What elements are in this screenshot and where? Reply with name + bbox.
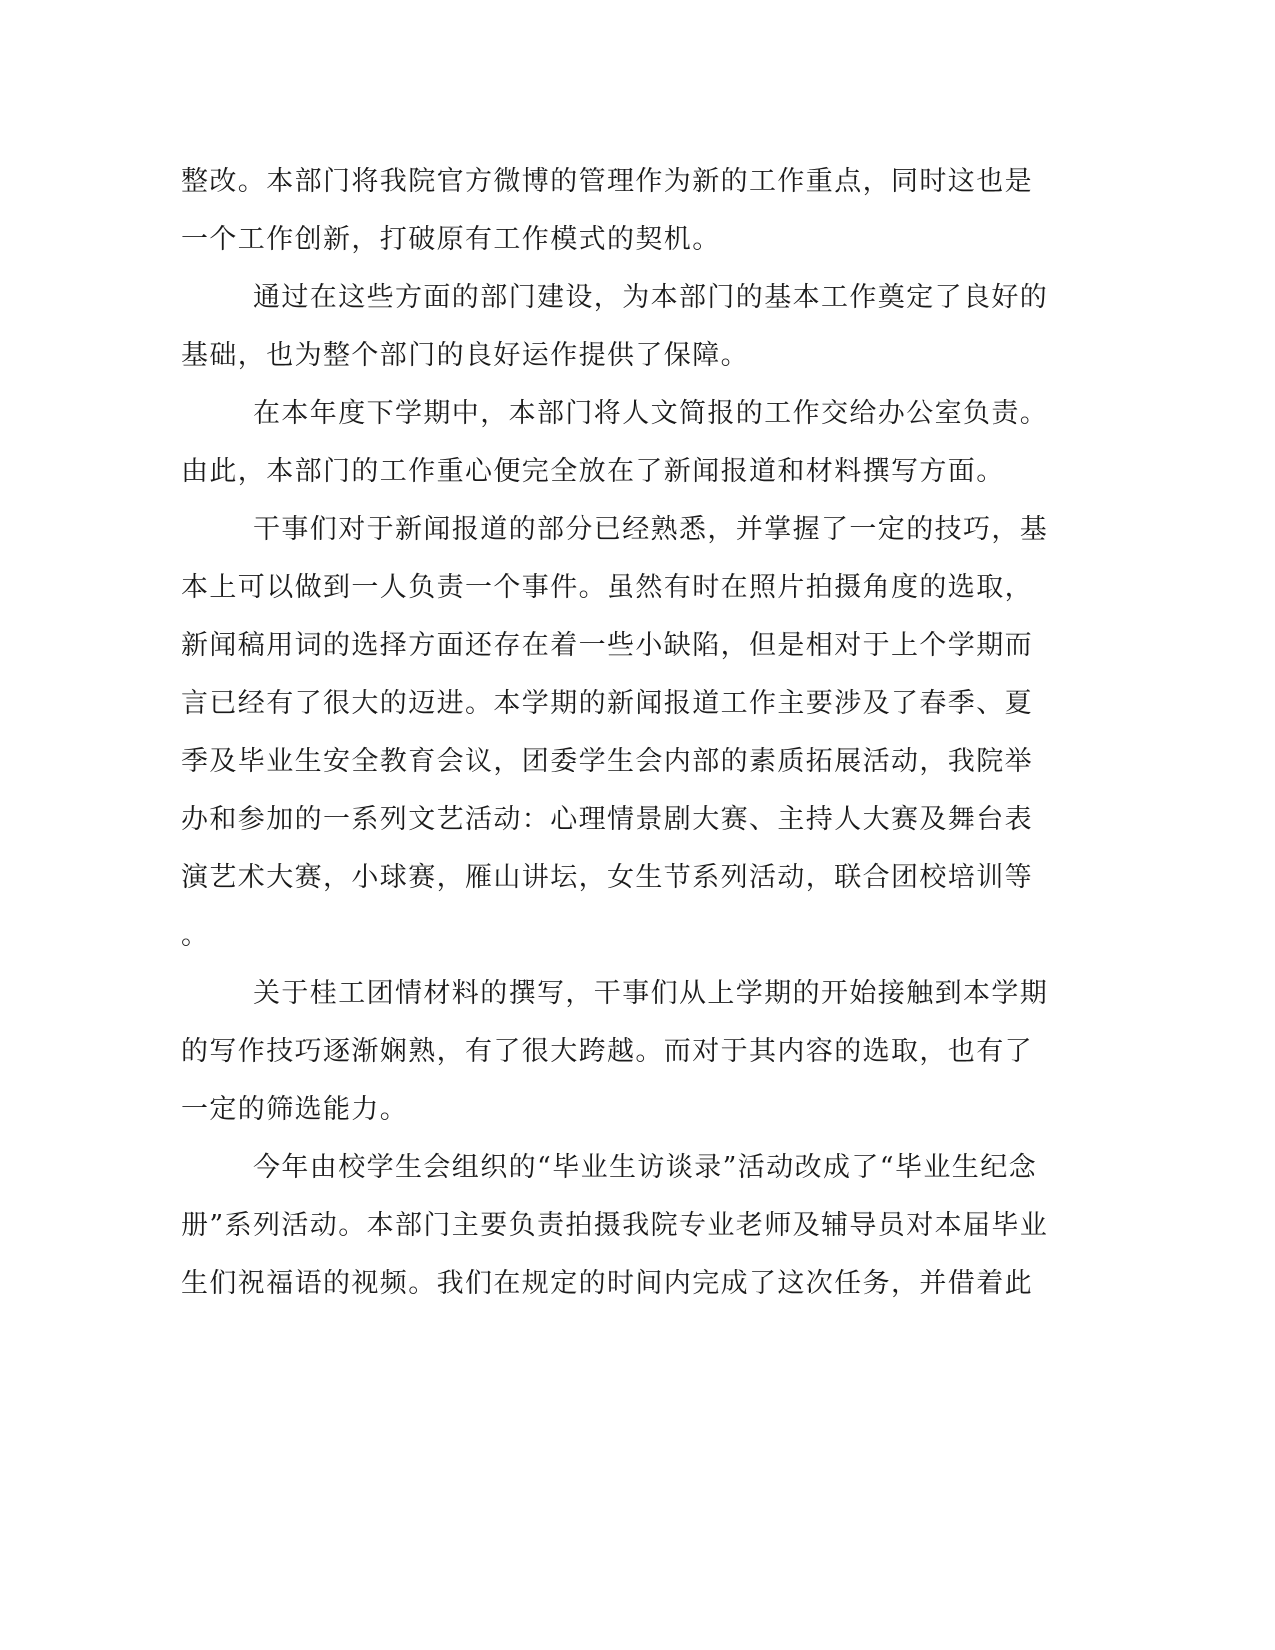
text-line: 关于桂工团情材料的撰写，干事们从上学期的开始接触到本学期 <box>253 978 1049 1009</box>
text-line: 的写作技巧逐渐娴熟，有了很大跨越。而对于其内容的选取，也有了 <box>181 1036 1033 1067</box>
text-line: 季及毕业生安全教育会议，团委学生会内部的素质拓展活动，我院举 <box>181 746 1033 777</box>
text-line: 干事们对于新闻报道的部分已经熟悉，并掌握了一定的技巧，基 <box>253 514 1049 545</box>
text-line: 基础，也为整个部门的良好运作提供了保障。 <box>181 340 749 371</box>
body-text <box>181 156 1049 1316</box>
text-line: 生们祝福语的视频。我们在规定的时间内完成了这次任务，并借着此 <box>181 1268 1033 1299</box>
text-line: 在本年度下学期中，本部门将人文简报的工作交给办公室负责。 <box>253 398 1049 429</box>
text-line: 言已经有了很大的迈进。本学期的新闻报道工作主要涉及了春季、夏 <box>181 688 1033 719</box>
text-line: 通过在这些方面的部门建设，为本部门的基本工作奠定了良好的 <box>253 282 1049 313</box>
text-line: 办和参加的一系列文艺活动：心理情景剧大赛、主持人大赛及舞台表 <box>181 804 1033 835</box>
text-line: 本上可以做到一人负责一个事件。虽然有时在照片拍摄角度的选取， <box>181 572 1033 603</box>
text-line: 册”系列活动。本部门主要负责拍摄我院专业老师及辅导员对本届毕业 <box>181 1210 1049 1241</box>
text-line: 今年由校学生会组织的“毕业生访谈录”活动改成了“毕业生纪念 <box>253 1152 1038 1183</box>
text-line: 新闻稿用词的选择方面还存在着一些小缺陷，但是相对于上个学期而 <box>181 630 1033 661</box>
text-line: 一定的筛选能力。 <box>181 1094 409 1125</box>
text-line: 由此，本部门的工作重心便完全放在了新闻报道和材料撰写方面。 <box>181 456 1005 487</box>
text-line: 整改。本部门将我院官方微博的管理作为新的工作重点，同时这也是 <box>181 166 1033 197</box>
text-line: 。 <box>181 920 210 951</box>
text-line: 一个工作创新，打破原有工作模式的契机。 <box>181 224 721 255</box>
text-line: 演艺术大赛，小球赛，雁山讲坛，女生节系列活动，联合团校培训等 <box>181 862 1033 893</box>
